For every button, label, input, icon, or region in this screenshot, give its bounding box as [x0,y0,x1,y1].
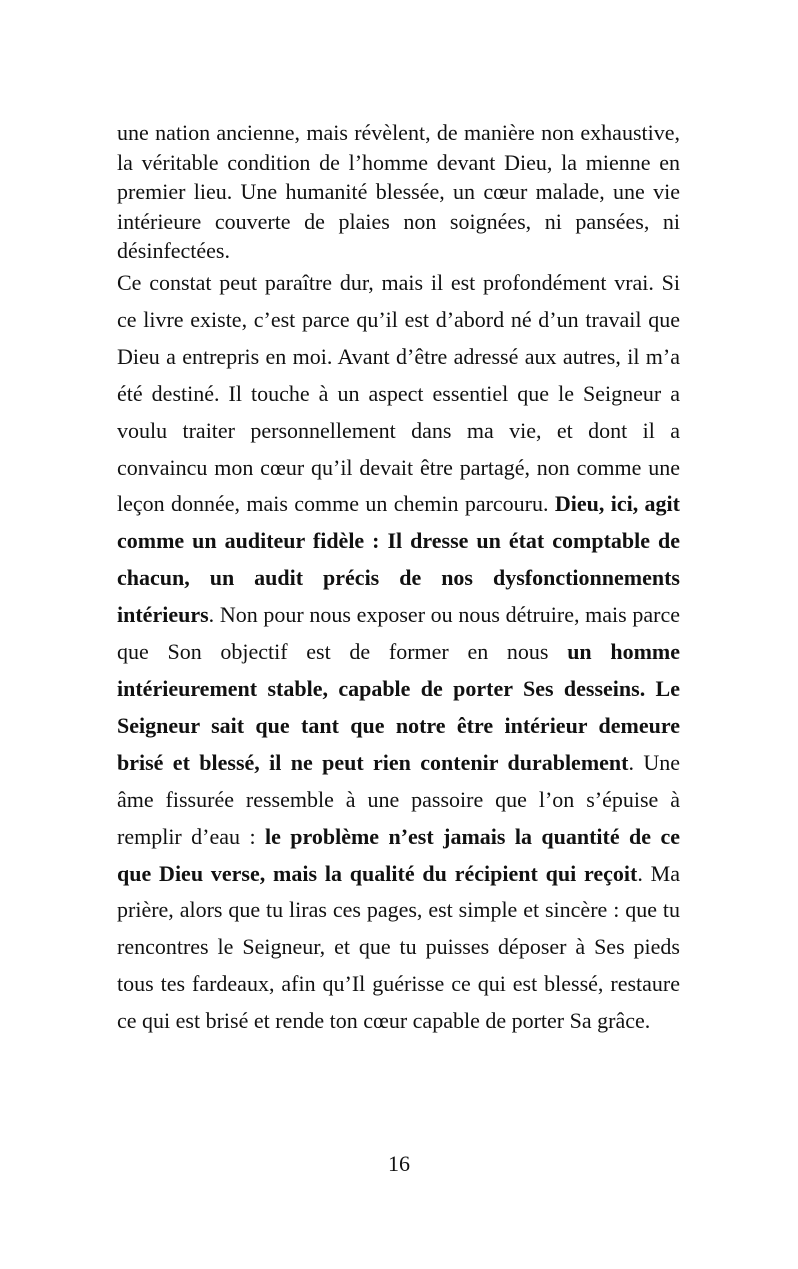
text-segment: . Une âme fissurée ressemble à une passoire que l’on s’épuise à remplir d’eau : [117,749,681,849]
paragraph-main [117,265,680,1040]
bold-segment: Dieu, ici, agit comme un auditeur fidèle : Il dresse un état comptable de chacun, un audit précis de nos dysfonctionnements intérieurs [117,491,680,628]
bold-segment: le problème n’est jamais la quantité de ce que Dieu verse, mais la qualité du récipient qui reçoit [117,823,680,886]
text-segment: . Non pour nous exposer ou nous détruire, mais parce que Son objectif est de former en nous [117,602,680,665]
bold-segment: un homme intérieurement stable, capable de porter Ses desseins. Le Seigneur sait que tant que notre être intérieur demeure brisé et blessé, il ne peut rien contenir durablement [117,639,681,775]
text-segment: . Ma prière, alors que tu liras ces pages, est simple et sincère : que tu rencontres le Seigneur, et que tu puisses déposer à Ses pieds tous tes fardeaux, afin qu’Il guérisse ce qui est blessé, restaure ce qui est brisé et rende ton cœur capable de porter Sa grâce. [117,860,680,1034]
text-segment: Ce constat peut paraître dur, mais il est profondément vrai. Si ce livre existe, c’est parce qu’il est d’abord né d’un travail que Dieu a entrepris en moi. Avant d’être adressé aux autres, il m’a été destiné. Il touche à un aspect essentiel que le Seigneur a voulu traiter personnellement dans ma vie, et dont il a convaincu mon cœur qu’il devait être partagé, non comme une leçon donnée, mais comme un chemin parcouru. [117,270,680,517]
paragraph-continuation: une nation ancienne, mais révèlent, de manière non exhaustive, la véritable condition de l’homme devant Dieu, la mienne en premier lieu. Une humanité blessée, un cœur malade, une vie intérieure couverte de plaies non soignées, ni pansées, ni désinfectées. [117,120,680,263]
page-number: 16 [388,1151,410,1176]
